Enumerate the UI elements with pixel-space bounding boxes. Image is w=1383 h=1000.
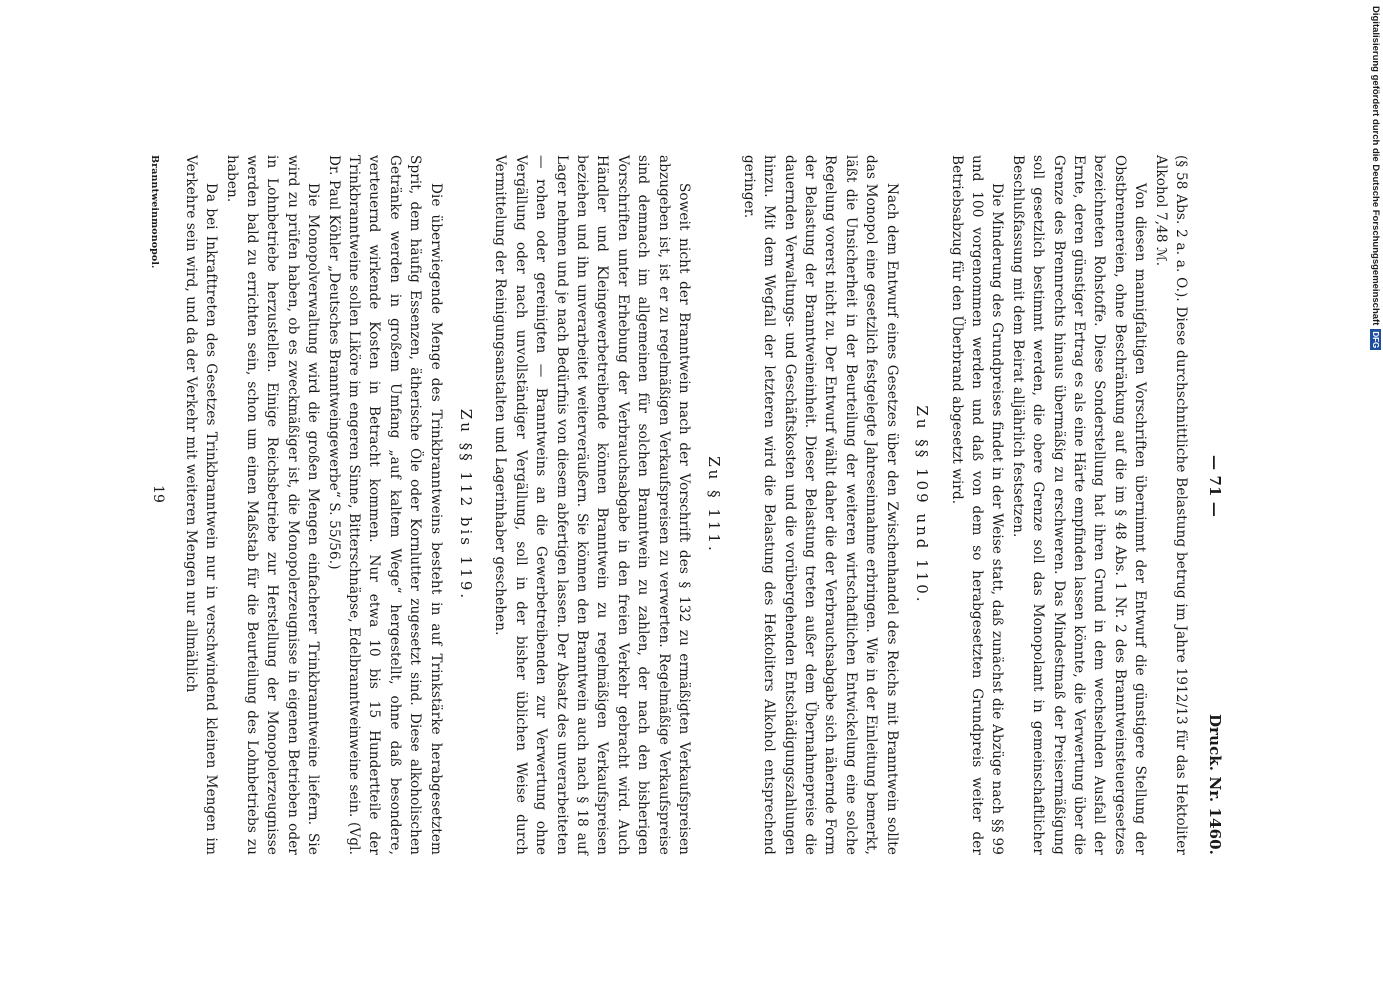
paragraph: Da bei Inkrafttreten des Gesetzes Trinkbranntwein nur in verschwindend kleinen Mengen im Verkehre sein wird, und da der Verkehr mit weiteren Mengen nur allmählich: [182, 155, 220, 855]
digitization-notice: [1368, 6, 1382, 991]
paragraph: Soweit nicht der Branntwein nach der Vorschrift des § 132 zu ermäßigten Verkaufspreisen abzugeben ist, ist er zu regelmäßigen Verkaufspreisen zu verwerten. Regelmäßige Verkaufspreise sind demnach im allgemeinen für solchen Branntwein zu zahlen, der nach den bisherigen Vorschriften unter Erhebung der Verbrauchsabgabe in den freien Verkehr gebracht wird. Auch Händler und Kleingewerbetreibende können Branntwein zu regelmäßigen Verkaufspreisen beziehen und ihn unverarbeitet weiterveräußern. Sie können den Branntwein auch nach § 18 auf Lager nehmen und je nach Bedürfnis von diesem abfertigen lassen. Der Absatz des unverarbeiteten — rohen oder gereinigten — Branntweins an die Gewerbetreibenden zur Verwertung ohne Vergällung oder nach unvollständiger Vergällung, soll in der bisher üblichen Weise durch Vermittelung der Reinigungsanstalten und Lagerinhaber geschehen.: [492, 155, 693, 855]
section-heading: Zu §§ 112 bis 119.: [457, 408, 475, 602]
paragraph: Die Monopolverwaltung wird die großen Mengen einfacherer Trinkbranntweine liefern. Sie wird zu prüfen haben, ob es zweckmäßiger ist, die Monopolerzeugnisse in eigenen Betrieben oder in Lohnbetriebe herzustellen. Einige Reichsbetriebe zur Herstellung der Monopolerzeugnisse werden bald zu errichten sein, schon um einen Maßstab für die Beurteilung des Lohnbetriebs zu haben.: [223, 155, 322, 855]
notice-text: Digitalisierung gefördert durch die Deutsche Forschungsgemeinschaft: [1370, 6, 1381, 326]
page-content: [135, 155, 1225, 855]
rotated-page: [149, 155, 1383, 855]
page-number: 19: [150, 485, 167, 504]
paragraph: Die Minderung des Grundpreises findet in der Weise statt, daß zunächst die Abzüge nach §§ 99 und 100 vorgenommen werden und daß von dem so herabgesetzten Grundpreis weiter der Betriebsabzug für den Überbrand abgesetzt wird.: [948, 155, 1006, 855]
paragraph-intro: (§ 58 Abs. 2 a. a. O.). Diese durchschnittliche Belastung betrug im Jahre 1912/13 für das Hektoliter Alkohol 7,48 ℳ.: [1152, 155, 1189, 855]
paragraph: Die überwiegende Menge des Trinkbranntweins besteht in auf Trinkstärke herabgesetztem Sprit, dem häufig Essenzen, ätherische Öle oder Kornlutter zugesetzt sind. Diese alkoholischen Getränke werden in großem Umfang „auf kaltem Wege“ hergestellt, ohne daß besondere, verteuernd wirkende Kosten in Betracht kommen. Nur etwa 10 bis 15 Hundertteile der Trinkbranntweine sollen Liköre im engeren Sinne, Bitterschnäpse, Edelbranntweinweine sein. (Vgl. Dr. Paul Köhler „Deutsches Branntweingewerbe“ S. 55/56.): [325, 155, 444, 855]
print-number: Druck. Nr. 1460.: [1206, 713, 1224, 855]
paragraph: Von diesen mannigfaltigen Vorschriften übernimmt der Entwurf die günstigere Stellung der Obstbrennereien, ohne Beschränkung auf die im § 48 Abs. 1 Nr. 2 des Branntweinsteuergesetzes bezeichneten Rohstoffe. Diese Sonderstellung hat ihren Grund in dem wechselnden Ausfall der Ernte, deren günstiger Ertrag es als eine Härte empfinden lassen könnte, die Verwertung über die Grenze des Brennrechts hinaus übermäßig zu erschweren. Das Mindestmaß der Preisermäßigung soll gesetzlich bestimmt werden, die obere Grenze soll das Monopolamt in gemeinschaftlicher Beschlußfassung mit dem Beirat alljährlich festsetzen.: [1009, 155, 1149, 855]
footer-label: Branntweinmonopol.: [149, 155, 161, 269]
paragraph: Nach dem Entwurf eines Gesetzes über den Zwischenhandel des Reichs mit Branntwein sollte das Monopol eine gesetzlich festgelegte Jahreseinnahme erbringen. Wie in der Einleitung bemerkt, läßt die Unsicherheit in der Beurteilung der weiteren wirtschaftlichen Entwickelung eine solche Regelung vorerst nicht zu. Der Entwurf wählt daher die der Verbrauchsabgabe sich nähernde Form der Belastung der Branntweineinheit. Dieser Belastung treten außer dem Übernahmepreise die dauernden Verwaltungs- und Geschäftskosten und die vorübergehenden Entschädigungszahlungen hinzu. Mit dem Wegfall der letzteren wird die Belastung des Hektoliters Alkohol entsprechend geringer.: [740, 155, 900, 855]
page-folio: — 71 —: [1206, 455, 1224, 517]
page-footer: [146, 155, 170, 855]
section-heading: Zu §§ 109 und 110.: [913, 405, 932, 605]
dfg-logo: DFG: [1371, 331, 1380, 349]
section-heading: Zu § 111.: [705, 456, 724, 554]
page-header: [1191, 155, 1225, 855]
